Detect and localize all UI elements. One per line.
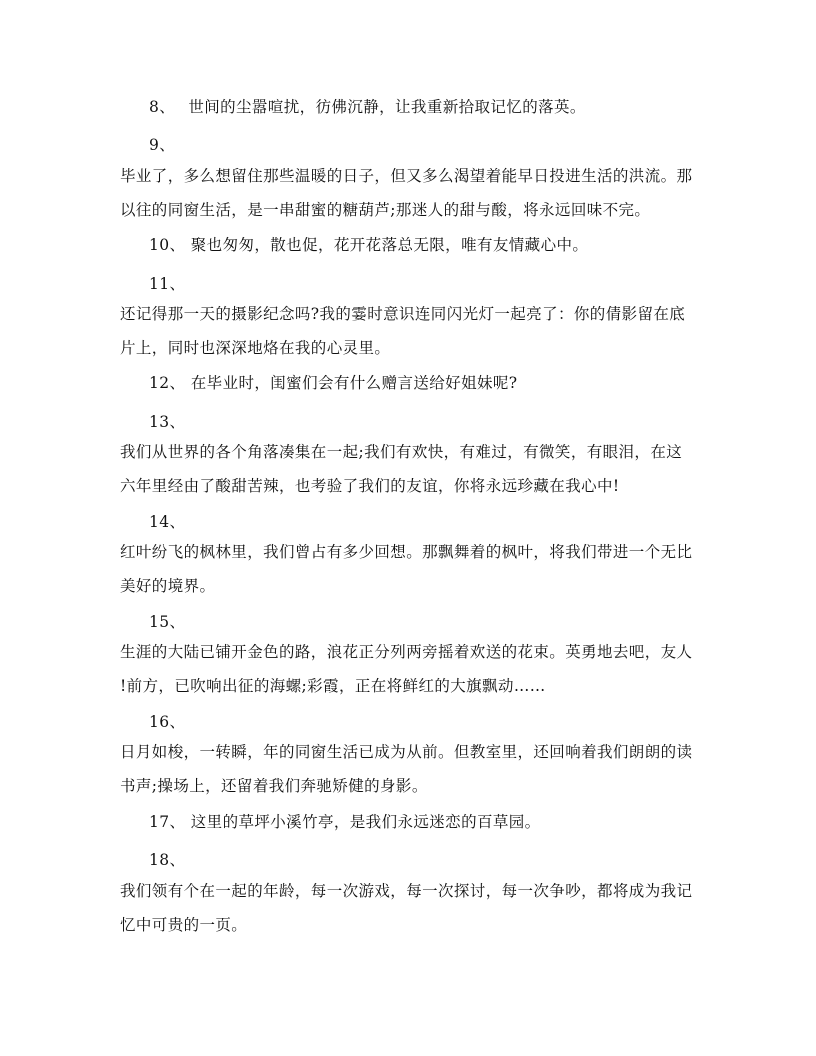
entry-number-14: 14、 xyxy=(149,513,186,531)
entry-line: 忆中可贵的一页。 xyxy=(120,916,248,934)
entry-number-15: 15、 xyxy=(149,613,186,631)
entry-number-16: 16、 xyxy=(149,713,186,731)
quote-entry-9 xyxy=(120,159,700,227)
entry-line: 还记得那一天的摄影纪念吗?我的霎时意识连同闪光灯一起亮了：你的倩影留在底 xyxy=(120,305,686,323)
quote-entry-18 xyxy=(120,874,700,942)
entry-line: !前方，已吹响出征的海螺;彩霞，正在将鲜红的大旗飘动…… xyxy=(120,677,546,695)
entry-number-9: 9、 xyxy=(149,136,176,154)
entry-line: 红叶纷飞的枫林里，我们曾占有多少回想。那飘舞着的枫叶，将我们带进一个无比 xyxy=(120,543,693,561)
quote-entry-17 xyxy=(120,805,729,839)
entry-text: 聚也匆匆，散也促，花开花落总无限，唯有友情藏心中。 xyxy=(190,236,589,254)
quote-entry-12 xyxy=(120,366,729,400)
entry-number: 8、 xyxy=(149,98,176,116)
entry-line: 片上，同时也深深地烙在我的心灵里。 xyxy=(120,339,391,357)
entry-line: 毕业了，多么想留住那些温暖的日子，但又多么渴望着能早日投进生活的洪流。那 xyxy=(120,167,693,185)
quote-entry-11 xyxy=(120,297,700,365)
entry-number: 17、 xyxy=(149,813,186,831)
entry-number-11: 11、 xyxy=(149,275,186,293)
quote-entry-16 xyxy=(120,735,700,803)
quote-entry-15 xyxy=(120,635,700,703)
entry-text: 在毕业时，闺蜜们会有什么赠言送给好姐妹呢? xyxy=(190,374,518,392)
entry-number: 12、 xyxy=(149,374,186,392)
entry-line: 六年里经由了酸甜苦辣，也考验了我们的友谊，你将永远珍藏在我心中! xyxy=(120,477,620,495)
quote-entry-13 xyxy=(120,435,700,503)
quote-entry-14 xyxy=(120,535,700,603)
entry-text: 世间的尘嚣喧扰，彷佛沉静，让我重新拾取记忆的落英。 xyxy=(188,98,586,116)
entry-line: 生涯的大陆已铺开金色的路，浪花正分列两旁摇着欢送的花束。英勇地去吧，友人 xyxy=(120,643,693,661)
entry-line: 日月如梭，一转瞬，年的同窗生活已成为从前。但教室里，还回响着我们朗朗的读 xyxy=(120,743,693,761)
entry-number-18: 18、 xyxy=(149,851,186,869)
entry-line: 美好的境界。 xyxy=(120,577,216,595)
entry-number-13: 13、 xyxy=(149,413,186,431)
quote-entry-8 xyxy=(120,90,729,124)
entry-line: 我们从世界的各个角落凑集在一起;我们有欢快，有难过，有微笑，有眼泪，在这 xyxy=(120,443,683,461)
entry-number: 10、 xyxy=(149,236,186,254)
entry-text: 这里的草坪小溪竹亭，是我们永远迷恋的百草园。 xyxy=(190,813,541,831)
entry-line: 书声;操场上，还留着我们奔驰矫健的身影。 xyxy=(120,777,428,795)
entry-line: 我们领有个在一起的年龄，每一次游戏，每一次探讨，每一次争吵，都将成为我记 xyxy=(120,882,693,900)
quote-entry-10 xyxy=(120,228,729,262)
entry-line: 以往的同窗生活，是一串甜蜜的糖葫芦;那迷人的甜与酸，将永远回味不完。 xyxy=(120,201,651,219)
